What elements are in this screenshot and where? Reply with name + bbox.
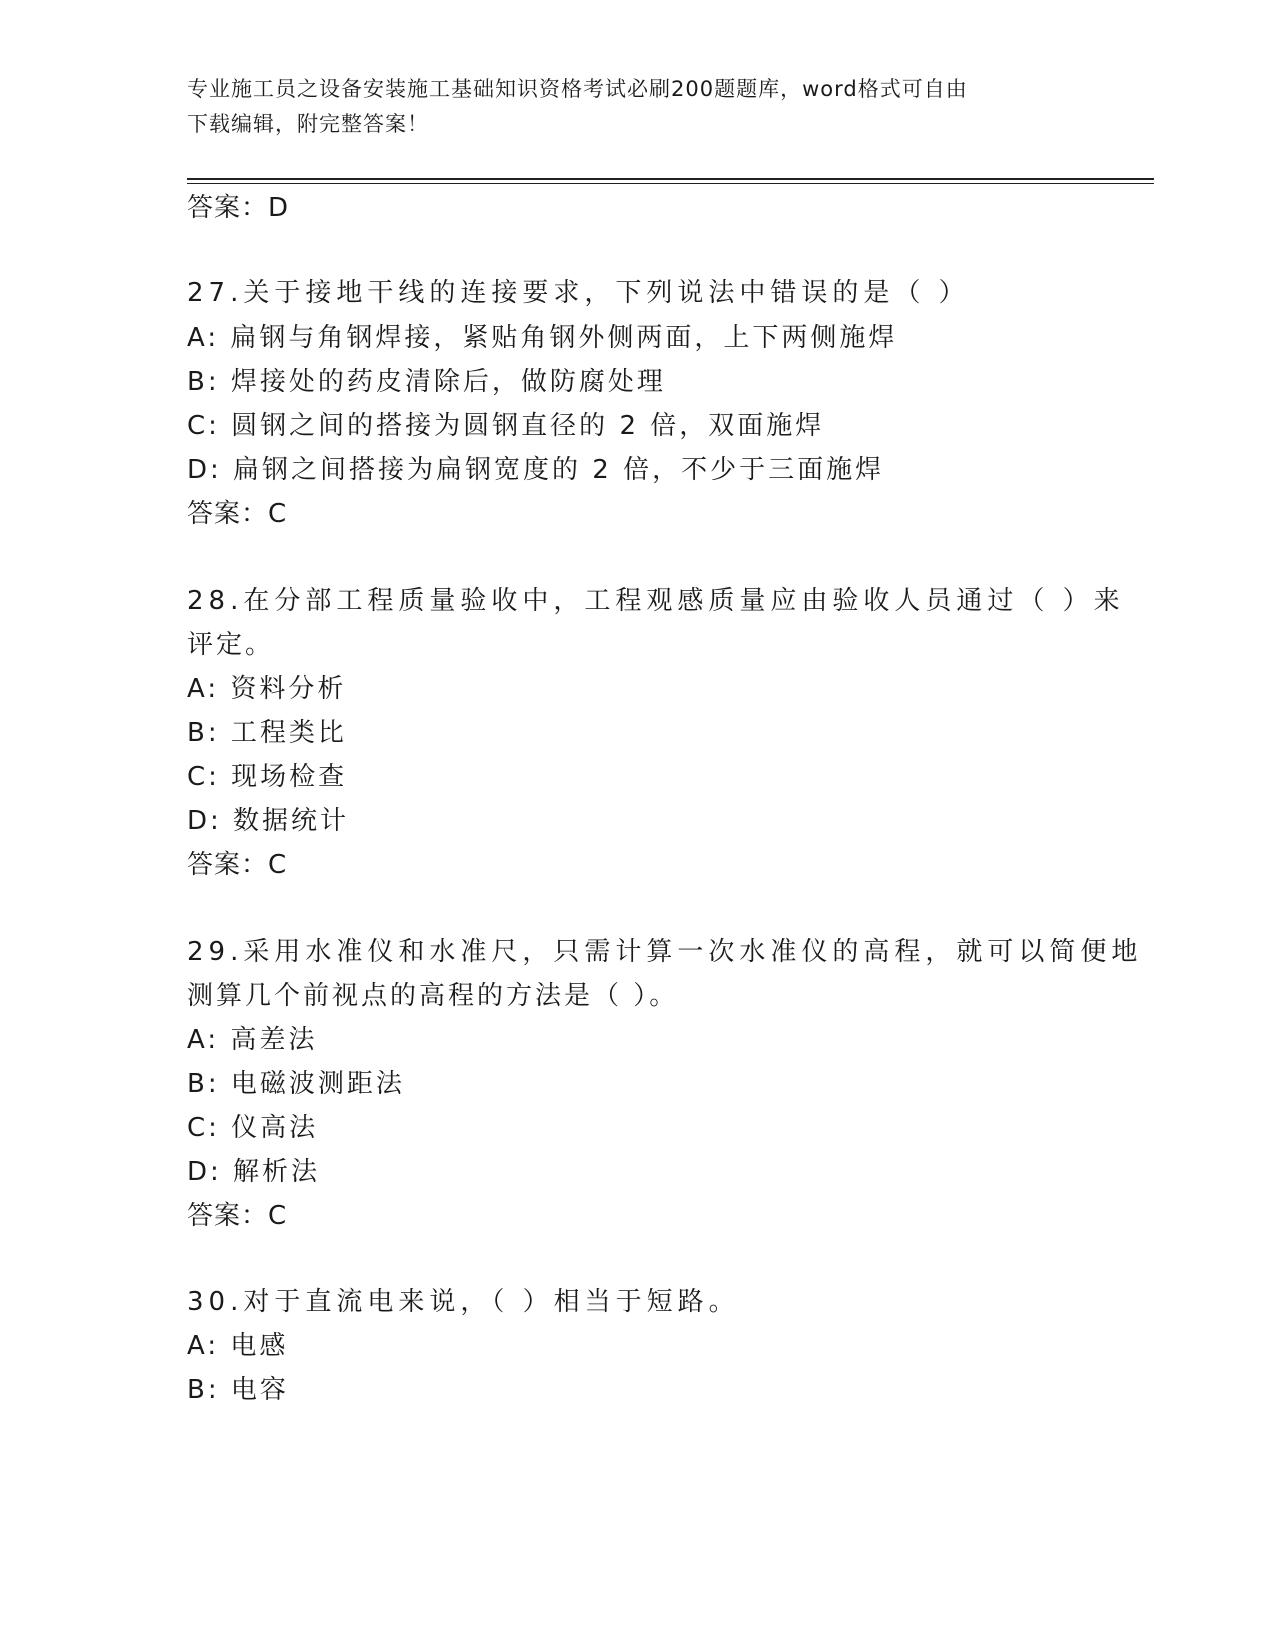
question-28-option-d: D: 数据统计 <box>187 806 350 836</box>
question-27-option-a: A: 扁钢与角钢焊接，紧贴角钢外侧两面，上下两侧施焊 <box>187 323 898 353</box>
question-29-option-a: A: 高差法 <box>187 1025 318 1055</box>
question-28-option-a: A: 资料分析 <box>187 674 347 704</box>
question-27-option-b: B: 焊接处的药皮清除后，做防腐处理 <box>187 367 666 397</box>
question-29-option-d: D: 解析法 <box>187 1157 321 1187</box>
question-28-option-c: C: 现场检查 <box>187 762 348 792</box>
question-27-answer: 答案：C <box>187 499 288 529</box>
question-27-option-d: D: 扁钢之间搭接为扁钢宽度的 2 倍，不少于三面施焊 <box>187 455 885 485</box>
document-header <box>187 72 1077 142</box>
question-29-stem-line-2: 测算几个前视点的高程的方法是（ ）。 <box>187 981 679 1011</box>
question-30-option-a: A: 电感 <box>187 1331 289 1361</box>
header-line-1: 专业施工员之设备安装施工基础知识资格考试必刷200题题库，word格式可自由 <box>187 77 968 101</box>
question-29-stem-line-1: 29.采用水准仪和水准尺，只需计算一次水准仪的高程，就可以简便地 <box>187 937 1143 967</box>
answer-prev: 答案：D <box>187 193 290 223</box>
question-30-option-b: B: 电容 <box>187 1375 289 1405</box>
question-28-stem-line-2: 评定。 <box>187 630 275 660</box>
header-divider-thin <box>187 183 1154 184</box>
question-28-stem-line-1: 28.在分部工程质量验收中，工程观感质量应由验收人员通过（ ）来 <box>187 586 1125 616</box>
header-divider-thick <box>187 178 1154 180</box>
question-30-stem: 30.对于直流电来说，（ ）相当于短路。 <box>187 1287 740 1317</box>
header-line-2: 下载编辑，附完整答案！ <box>187 112 429 136</box>
question-29-option-b: B: 电磁波测距法 <box>187 1069 405 1099</box>
question-27-stem: 27.关于接地干线的连接要求，下列说法中错误的是（ ） <box>187 278 970 308</box>
question-29-option-c: C: 仪高法 <box>187 1113 319 1143</box>
question-28-option-b: B: 工程类比 <box>187 718 347 748</box>
question-29-answer: 答案：C <box>187 1201 288 1231</box>
question-28-answer: 答案：C <box>187 850 288 880</box>
question-27-option-c: C: 圆钢之间的搭接为圆钢直径的 2 倍，双面施焊 <box>187 411 825 441</box>
